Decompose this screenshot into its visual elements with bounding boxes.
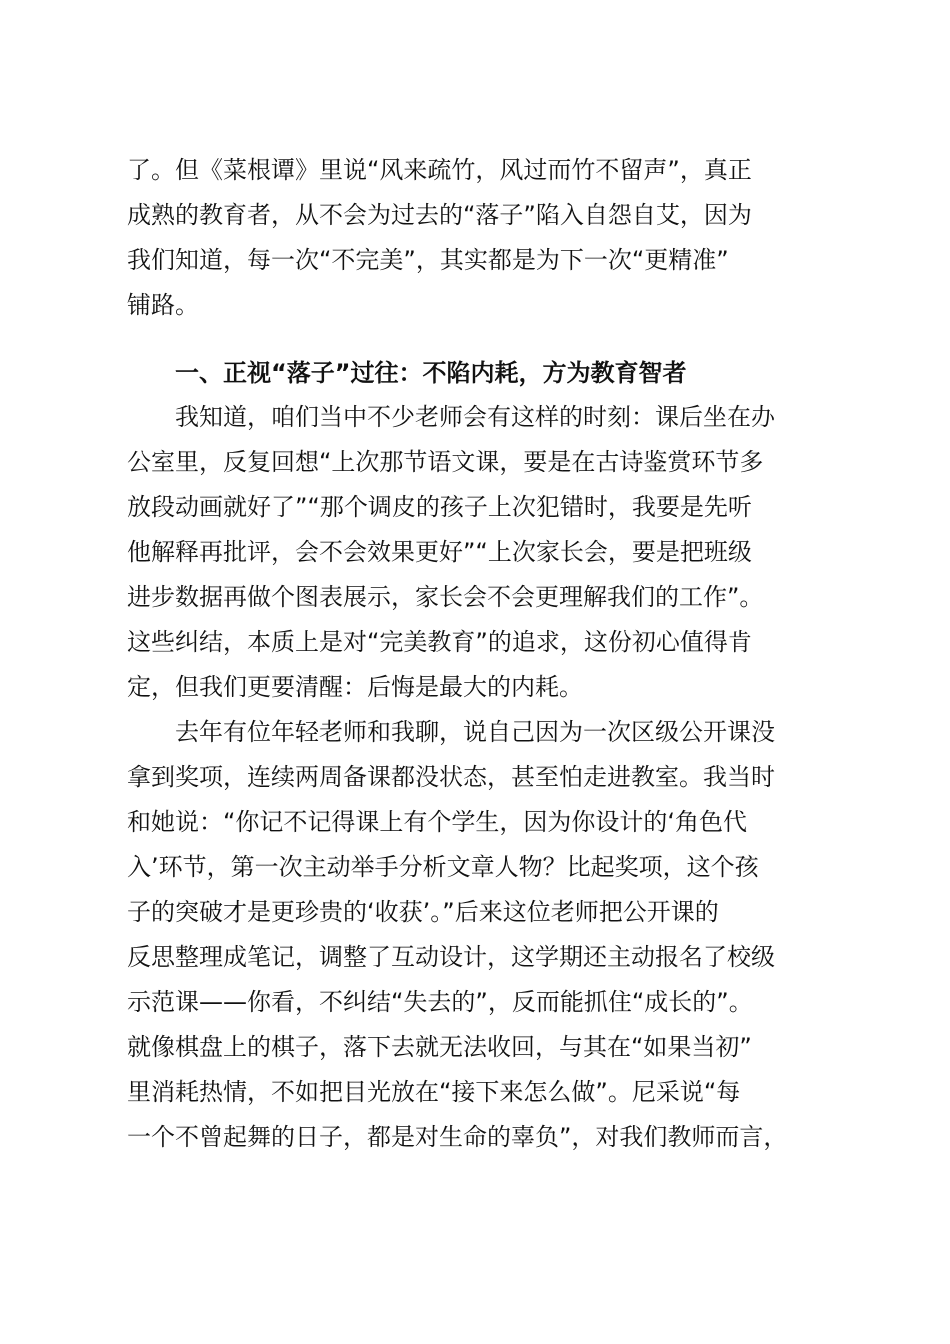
section-heading: 一、正视“落子”过往：不陷内耗，方为教育智者 (175, 359, 687, 387)
text-line: 定，但我们更要清醒：后悔是最大的内耗。 (127, 673, 583, 701)
text-line: 入’环节，第一次主动举手分析文章人物？比起奖项，这个孩 (127, 853, 759, 881)
text-line: 就像棋盘上的棋子，落下去就无法收回，与其在“如果当初” (127, 1033, 752, 1061)
text-line: 了。但《菜根谭》里说“风来疏竹，风过而竹不留声”，真正 (127, 156, 752, 184)
text-line: 他解释再批评，会不会效果更好”“上次家长会，要是把班级 (127, 538, 752, 566)
text-line: 进步数据再做个图表展示，家长会不会更理解我们的工作”。 (127, 583, 764, 611)
text-line: 我知道，咱们当中不少老师会有这样的时刻：课后坐在办 (175, 403, 775, 431)
text-line: 子的突破才是更珍贵的‘收获’。”后来这位老师把公开课的 (127, 898, 719, 926)
text-line: 铺路。 (127, 291, 199, 319)
text-line: 一个不曾起舞的日子，都是对生命的辜负”，对我们教师而言， (127, 1123, 788, 1151)
text-line: 成熟的教育者，从不会为过去的“落子”陷入自怨自艾，因为 (127, 201, 752, 229)
text-line: 这些纠结，本质上是对“完美教育”的追求，这份初心值得肯 (127, 628, 752, 656)
text-line: 和她说：“你记不记得课上有个学生，因为你设计的‘角色代 (127, 808, 748, 836)
text-line: 我们知道，每一次“不完美”，其实都是为下一次“更精准” (127, 246, 729, 274)
text-line: 反思整理成笔记，调整了互动设计，这学期还主动报名了校级 (127, 943, 775, 971)
text-line: 拿到奖项，连续两周备课都没状态，甚至怕走进教室。我当时 (127, 763, 775, 791)
text-line: 去年有位年轻老师和我聊，说自己因为一次区级公开课没 (175, 718, 775, 746)
text-line: 里消耗热情，不如把目光放在“接下来怎么做”。尼采说“每 (127, 1078, 741, 1106)
text-line: 公室里，反复回想“上次那节语文课，要是在古诗鉴赏环节多 (127, 448, 764, 476)
text-line: 放段动画就好了”“那个调皮的孩子上次犯错时，我要是先听 (127, 493, 752, 521)
text-line: 示范课——你看，不纠结“失去的”，反而能抓住“成长的”。 (127, 988, 753, 1016)
